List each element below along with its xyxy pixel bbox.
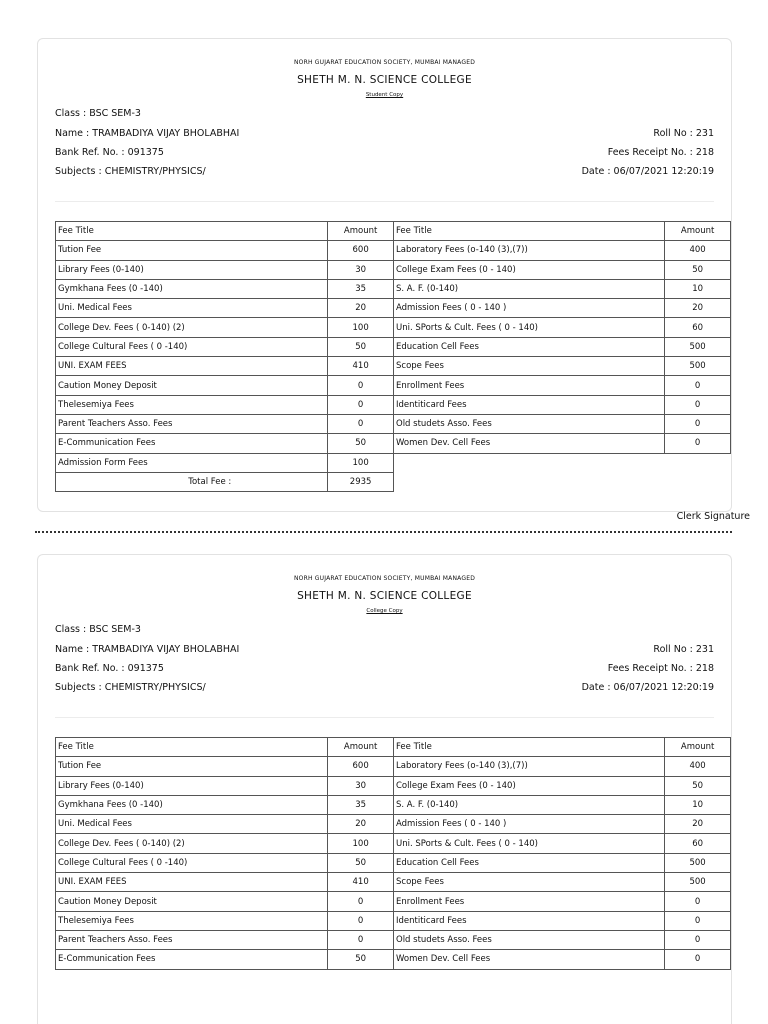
roll-no-field: Roll No : 231 [653, 644, 714, 655]
copy-label: College Copy [366, 608, 403, 614]
fee-title: Library Fees (0-140) [56, 260, 328, 279]
fee-title: Uni. Medical Fees [56, 815, 328, 834]
receipt-no-field: Fees Receipt No. : 218 [607, 663, 714, 674]
fee-title: Gymkhana Fees (0 -140) [56, 795, 328, 814]
table-row [56, 853, 731, 872]
total-row [56, 472, 731, 491]
fee-amount: 35 [328, 279, 394, 298]
fee-amount: 100 [328, 834, 394, 853]
fee-title: Tution Fee [56, 757, 328, 776]
table-header-row [56, 738, 731, 757]
fee-table [55, 737, 731, 970]
table-row [56, 260, 731, 279]
fee-title: College Exam Fees (0 - 140) [394, 260, 665, 279]
fee-table [55, 221, 731, 492]
cut-line [35, 531, 732, 533]
date-field: Date : 06/07/2021 12:20:19 [581, 166, 714, 177]
fee-title: Old studets Asso. Fees [394, 930, 665, 949]
fee-title: Education Cell Fees [394, 853, 665, 872]
fee-amount: 600 [328, 757, 394, 776]
fee-title: College Dev. Fees ( 0-140) (2) [56, 834, 328, 853]
fee-amount: 0 [665, 414, 731, 433]
fee-amount: 50 [328, 434, 394, 453]
fee-title: Parent Teachers Asso. Fees [56, 414, 328, 433]
fee-title: Caution Money Deposit [56, 892, 328, 911]
fee-title: Women Dev. Cell Fees [394, 950, 665, 969]
fee-amount: 500 [665, 337, 731, 356]
bank-ref-field: Bank Ref. No. : 091375 [55, 663, 164, 674]
college-copy-receipt [37, 554, 732, 1024]
table-row [56, 434, 731, 453]
fee-title: Uni. SPorts & Cult. Fees ( 0 - 140) [394, 834, 665, 853]
fee-amount: 10 [665, 279, 731, 298]
fee-title: Library Fees (0-140) [56, 776, 328, 795]
fee-amount: 30 [328, 260, 394, 279]
fee-amount: 0 [665, 376, 731, 395]
fee-title: S. A. F. (0-140) [394, 279, 665, 298]
fee-amount: 0 [328, 395, 394, 414]
fee-title: S. A. F. (0-140) [394, 795, 665, 814]
column-header: Amount [665, 222, 731, 241]
table-row [56, 873, 731, 892]
fee-amount: 410 [328, 873, 394, 892]
fee-title: Thelesemiya Fees [56, 911, 328, 930]
table-row [56, 395, 731, 414]
column-header: Amount [328, 738, 394, 757]
bank-ref-field: Bank Ref. No. : 091375 [55, 147, 164, 158]
table-row [56, 299, 731, 318]
fee-title: College Dev. Fees ( 0-140) (2) [56, 318, 328, 337]
clerk-signature: Clerk Signature [676, 511, 750, 522]
fee-title: Scope Fees [394, 873, 665, 892]
table-row [56, 795, 731, 814]
table-row [56, 950, 731, 969]
table-row [56, 376, 731, 395]
table-row [56, 414, 731, 433]
fee-amount: 60 [665, 318, 731, 337]
column-header: Fee Title [56, 222, 328, 241]
fee-title: Laboratory Fees (o-140 (3),(7)) [394, 757, 665, 776]
fee-amount: 50 [665, 776, 731, 795]
fee-amount: 0 [328, 376, 394, 395]
fee-amount: 0 [328, 892, 394, 911]
table-row [56, 337, 731, 356]
fee-amount: 20 [665, 815, 731, 834]
divider [55, 717, 714, 718]
table-row [56, 757, 731, 776]
subjects-field: Subjects : CHEMISTRY/PHYSICS/ [55, 166, 206, 177]
fee-title: Admission Fees ( 0 - 140 ) [394, 815, 665, 834]
fee-amount: 500 [665, 357, 731, 376]
table-row [56, 453, 731, 472]
fee-amount: 600 [328, 241, 394, 260]
date-field: Date : 06/07/2021 12:20:19 [581, 682, 714, 693]
student-copy-receipt [37, 38, 732, 512]
fee-title: Enrollment Fees [394, 892, 665, 911]
fee-title: College Cultural Fees ( 0 -140) [56, 337, 328, 356]
fee-title: Parent Teachers Asso. Fees [56, 930, 328, 949]
fee-title: E-Communication Fees [56, 950, 328, 969]
column-header: Fee Title [56, 738, 328, 757]
table-header-row [56, 222, 731, 241]
fee-amount: 0 [665, 395, 731, 414]
fee-title: College Exam Fees (0 - 140) [394, 776, 665, 795]
fee-title: Thelesemiya Fees [56, 395, 328, 414]
fee-amount: 0 [665, 930, 731, 949]
society-name: NORH GUJARAT EDUCATION SOCIETY, MUMBAI MANAGED [293, 59, 476, 66]
fee-title: Scope Fees [394, 357, 665, 376]
fee-amount: 400 [665, 241, 731, 260]
fee-amount: 60 [665, 834, 731, 853]
column-header: Fee Title [394, 738, 665, 757]
divider [55, 201, 714, 202]
total-label: Total Fee : [56, 472, 328, 491]
table-row [56, 776, 731, 795]
fee-amount: 500 [665, 853, 731, 872]
fee-amount: 0 [328, 414, 394, 433]
fee-amount: 0 [665, 950, 731, 969]
total-value: 2935 [328, 472, 394, 491]
fee-title: Identiticard Fees [394, 395, 665, 414]
table-row [56, 815, 731, 834]
fee-amount: 410 [328, 357, 394, 376]
fee-title: Women Dev. Cell Fees [394, 434, 665, 453]
column-header: Amount [665, 738, 731, 757]
fee-title: Uni. Medical Fees [56, 299, 328, 318]
fee-amount: 400 [665, 757, 731, 776]
fee-title: Caution Money Deposit [56, 376, 328, 395]
college-name: SHETH M. N. SCIENCE COLLEGE [297, 590, 472, 602]
table-row [56, 911, 731, 930]
fee-title: Admission Fees ( 0 - 140 ) [394, 299, 665, 318]
fee-title: UNI. EXAM FEES [56, 357, 328, 376]
fee-amount: 35 [328, 795, 394, 814]
subjects-field: Subjects : CHEMISTRY/PHYSICS/ [55, 682, 206, 693]
fee-title: Uni. SPorts & Cult. Fees ( 0 - 140) [394, 318, 665, 337]
table-row [56, 357, 731, 376]
fee-amount: 0 [665, 892, 731, 911]
fee-title: Admission Form Fees [56, 453, 328, 472]
fee-amount: 50 [665, 260, 731, 279]
table-row [56, 892, 731, 911]
copy-label: Student Copy [365, 92, 404, 98]
fee-amount: 30 [328, 776, 394, 795]
fee-title: College Cultural Fees ( 0 -140) [56, 853, 328, 872]
name-field: Name : TRAMBADIYA VIJAY BHOLABHAI [55, 128, 240, 139]
class-field: Class : BSC SEM-3 [55, 624, 141, 635]
column-header: Fee Title [394, 222, 665, 241]
college-name: SHETH M. N. SCIENCE COLLEGE [297, 74, 472, 86]
fee-amount: 50 [328, 337, 394, 356]
fee-amount: 20 [328, 815, 394, 834]
fee-title: Gymkhana Fees (0 -140) [56, 279, 328, 298]
column-header: Amount [328, 222, 394, 241]
fee-amount: 100 [328, 453, 394, 472]
fee-title: E-Communication Fees [56, 434, 328, 453]
name-field: Name : TRAMBADIYA VIJAY BHOLABHAI [55, 644, 240, 655]
table-row [56, 930, 731, 949]
fee-title: Enrollment Fees [394, 376, 665, 395]
fee-title: Identiticard Fees [394, 911, 665, 930]
roll-no-field: Roll No : 231 [653, 128, 714, 139]
fee-title: Tution Fee [56, 241, 328, 260]
table-row [56, 318, 731, 337]
fee-title: Old studets Asso. Fees [394, 414, 665, 433]
fee-title: UNI. EXAM FEES [56, 873, 328, 892]
table-row [56, 834, 731, 853]
fee-amount: 0 [665, 434, 731, 453]
fee-amount: 20 [665, 299, 731, 318]
society-name: NORH GUJARAT EDUCATION SOCIETY, MUMBAI MANAGED [293, 575, 476, 582]
fee-amount: 500 [665, 873, 731, 892]
fee-title: Laboratory Fees (o-140 (3),(7)) [394, 241, 665, 260]
table-row [56, 241, 731, 260]
fee-amount: 0 [328, 930, 394, 949]
fee-amount: 50 [328, 950, 394, 969]
fee-amount: 0 [665, 911, 731, 930]
fee-title: Education Cell Fees [394, 337, 665, 356]
class-field: Class : BSC SEM-3 [55, 108, 141, 119]
fee-amount: 100 [328, 318, 394, 337]
table-row [56, 279, 731, 298]
fee-amount: 10 [665, 795, 731, 814]
fee-amount: 20 [328, 299, 394, 318]
fee-amount: 0 [328, 911, 394, 930]
fee-amount: 50 [328, 853, 394, 872]
receipt-no-field: Fees Receipt No. : 218 [607, 147, 714, 158]
